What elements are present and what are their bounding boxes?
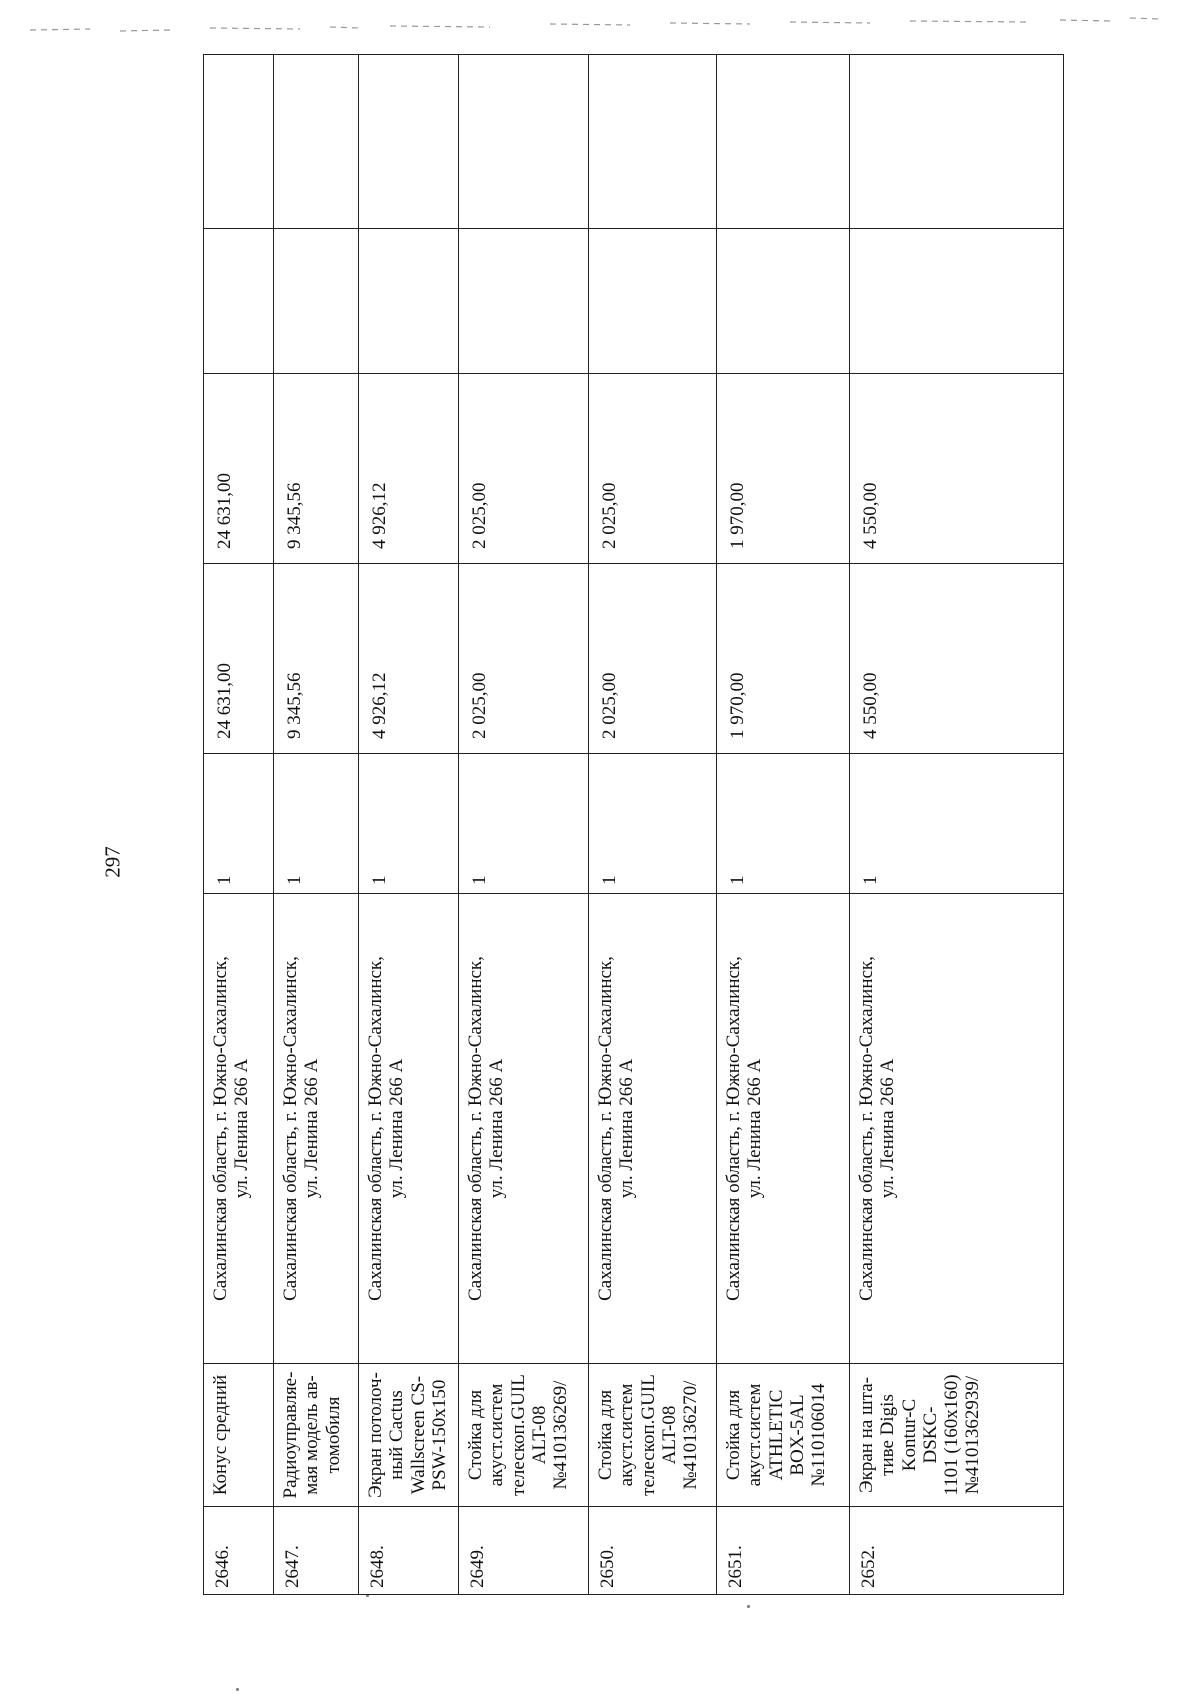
quantity-cell xyxy=(359,754,459,894)
residual-value: 4 926,12 xyxy=(369,482,390,549)
quantity-cell xyxy=(589,754,717,894)
address-cell xyxy=(274,894,359,1364)
inventory-table-sheet xyxy=(203,55,1063,1595)
row-number: 2649. xyxy=(467,1545,488,1588)
item-name-line: 1101 (160x160) xyxy=(941,1374,963,1496)
address-line: ул. Ленина 266 А xyxy=(301,1058,323,1199)
item-name-line: ALT-08 xyxy=(528,1405,550,1465)
address-cell xyxy=(717,894,850,1364)
address-line: ул. Ленина 266 А xyxy=(486,1058,508,1199)
quantity-value: 1 xyxy=(599,875,620,885)
row-number-cell xyxy=(359,1507,459,1595)
item-name-line: №410136270/ xyxy=(680,1380,702,1490)
item-name-line: мая модель ав- xyxy=(301,1375,323,1495)
item-name-cell xyxy=(717,1364,850,1507)
item-name-line: акуст.систем xyxy=(616,1383,638,1487)
item-name-line: Экран потолоч- xyxy=(365,1372,386,1498)
table-row xyxy=(204,55,274,1595)
row-number-cell xyxy=(589,1507,717,1595)
item-name-cell xyxy=(274,1364,359,1507)
address-line: Сахалинская область, г. Южно-Сахалинск, xyxy=(210,956,231,1301)
item-name-line: тиве Digis xyxy=(877,1394,899,1476)
address-line: ул. Ленина 266 А xyxy=(616,1058,638,1199)
row-number: 2648. xyxy=(367,1545,388,1588)
residual-value-cell xyxy=(850,374,1064,564)
address-cell xyxy=(359,894,459,1364)
quantity-value: 1 xyxy=(284,875,305,885)
empty-cell xyxy=(204,55,274,229)
residual-value-cell xyxy=(459,374,589,564)
quantity-cell xyxy=(850,754,1064,894)
item-name-cell xyxy=(850,1364,1064,1507)
residual-value: 4 550,00 xyxy=(860,482,881,549)
empty-cell xyxy=(850,229,1064,374)
row-number: 2651. xyxy=(725,1545,746,1588)
item-name-cell xyxy=(589,1364,717,1507)
item-name-line: Радиоуправляе- xyxy=(280,1371,301,1499)
item-name-line: BOX-5AL xyxy=(786,1394,808,1476)
balance-value: 1 970,00 xyxy=(727,672,748,739)
balance-value: 4 926,12 xyxy=(369,672,390,739)
item-name-line: Стойка для xyxy=(465,1389,486,1481)
row-number: 2646. xyxy=(212,1545,233,1588)
empty-cell xyxy=(274,229,359,374)
balance-value-cell xyxy=(274,564,359,754)
empty-cell xyxy=(717,55,850,229)
address-line: Сахалинская область, г. Южно-Сахалинск, xyxy=(856,956,877,1301)
balance-value-cell xyxy=(850,564,1064,754)
item-name-line: Kontur-C DSKC- xyxy=(898,1398,941,1472)
table-row xyxy=(359,55,459,1595)
table-row xyxy=(459,55,589,1595)
empty-cell xyxy=(359,55,459,229)
empty-cell xyxy=(589,55,717,229)
quantity-value: 1 xyxy=(214,875,235,885)
residual-value: 9 345,56 xyxy=(284,482,305,549)
row-number: 2650. xyxy=(597,1545,618,1588)
quantity-value: 1 xyxy=(860,875,881,885)
scan-artifact-line xyxy=(30,12,1170,42)
balance-value-cell xyxy=(204,564,274,754)
quantity-cell xyxy=(459,754,589,894)
address-cell xyxy=(204,894,274,1364)
item-name-line: Экран на шта- xyxy=(856,1377,877,1493)
table-row xyxy=(589,55,717,1595)
item-name-line: №410136269/ xyxy=(550,1380,572,1490)
item-name-line: томобиля xyxy=(322,1396,344,1474)
address-cell xyxy=(850,894,1064,1364)
balance-value-cell xyxy=(589,564,717,754)
empty-cell xyxy=(850,55,1064,229)
row-number-cell xyxy=(274,1507,359,1595)
table-row xyxy=(850,55,1064,1595)
item-name-line: Стойка для xyxy=(595,1389,616,1481)
address-line: ул. Ленина 266 А xyxy=(877,1058,899,1199)
item-name-cell xyxy=(459,1364,589,1507)
page-number: 297 xyxy=(100,846,125,878)
address-line: Сахалинская область, г. Южно-Сахалинск, xyxy=(280,956,301,1301)
balance-value-cell xyxy=(359,564,459,754)
quantity-cell xyxy=(717,754,850,894)
quantity-value: 1 xyxy=(469,875,490,885)
item-name-line: Стойка для xyxy=(723,1389,744,1481)
row-number-cell xyxy=(204,1507,274,1595)
item-name-line: Конус средний xyxy=(210,1374,231,1496)
item-name-line: №4101362939/ xyxy=(962,1375,984,1495)
row-number-cell xyxy=(459,1507,589,1595)
item-name-line: ный Cactus xyxy=(386,1390,408,1480)
residual-value: 2 025,00 xyxy=(469,482,490,549)
residual-value: 2 025,00 xyxy=(599,482,620,549)
address-line: ул. Ленина 266 А xyxy=(231,1058,253,1199)
scan-speck xyxy=(236,1688,239,1691)
empty-cell xyxy=(204,229,274,374)
inventory-table xyxy=(203,54,1064,1595)
residual-value: 1 970,00 xyxy=(727,482,748,549)
row-number: 2647. xyxy=(282,1545,303,1588)
item-name-line: ALT-08 xyxy=(658,1405,680,1465)
table-row xyxy=(717,55,850,1595)
quantity-value: 1 xyxy=(727,875,748,885)
item-name-line: телескоп.GUIL xyxy=(507,1374,529,1496)
item-name-line: ATHLETIC xyxy=(765,1389,787,1481)
balance-value-cell xyxy=(717,564,850,754)
empty-cell xyxy=(459,229,589,374)
address-line: Сахалинская область, г. Южно-Сахалинск, xyxy=(365,956,386,1301)
item-name-cell xyxy=(359,1364,459,1507)
item-name-line: Wallscreen CS- xyxy=(407,1375,429,1495)
row-number: 2652. xyxy=(858,1545,879,1588)
balance-value: 2 025,00 xyxy=(599,672,620,739)
residual-value: 24 631,00 xyxy=(214,473,235,549)
balance-value: 2 025,00 xyxy=(469,672,490,739)
balance-value: 24 631,00 xyxy=(214,663,235,739)
item-name-cell xyxy=(204,1364,274,1507)
item-name-line: акуст.систем xyxy=(486,1383,508,1487)
balance-value-cell xyxy=(459,564,589,754)
empty-cell xyxy=(589,229,717,374)
residual-value-cell xyxy=(359,374,459,564)
table-body xyxy=(204,55,1064,1595)
empty-cell xyxy=(717,229,850,374)
item-name-line: акуст.систем xyxy=(744,1383,766,1487)
address-line: ул. Ленина 266 А xyxy=(386,1058,408,1199)
table-row xyxy=(274,55,359,1595)
item-name-line: PSW-150x150 xyxy=(428,1379,450,1491)
row-number-cell xyxy=(717,1507,850,1595)
balance-value: 9 345,56 xyxy=(284,672,305,739)
item-name-line: №110106014 xyxy=(808,1383,830,1487)
address-line: Сахалинская область, г. Южно-Сахалинск, xyxy=(595,956,616,1301)
empty-cell xyxy=(359,229,459,374)
balance-value: 4 550,00 xyxy=(860,672,881,739)
quantity-cell xyxy=(274,754,359,894)
scan-speck xyxy=(747,1605,750,1608)
item-name-line: телескоп.GUIL xyxy=(637,1374,659,1496)
address-line: ул. Ленина 266 А xyxy=(744,1058,766,1199)
empty-cell xyxy=(274,55,359,229)
address-line: Сахалинская область, г. Южно-Сахалинск, xyxy=(723,956,744,1301)
residual-value-cell xyxy=(717,374,850,564)
quantity-cell xyxy=(204,754,274,894)
address-cell xyxy=(459,894,589,1364)
residual-value-cell xyxy=(589,374,717,564)
empty-cell xyxy=(459,55,589,229)
residual-value-cell xyxy=(204,374,274,564)
quantity-value: 1 xyxy=(369,875,390,885)
address-line: Сахалинская область, г. Южно-Сахалинск, xyxy=(465,956,486,1301)
row-number-cell xyxy=(850,1507,1064,1595)
address-cell xyxy=(589,894,717,1364)
residual-value-cell xyxy=(274,374,359,564)
